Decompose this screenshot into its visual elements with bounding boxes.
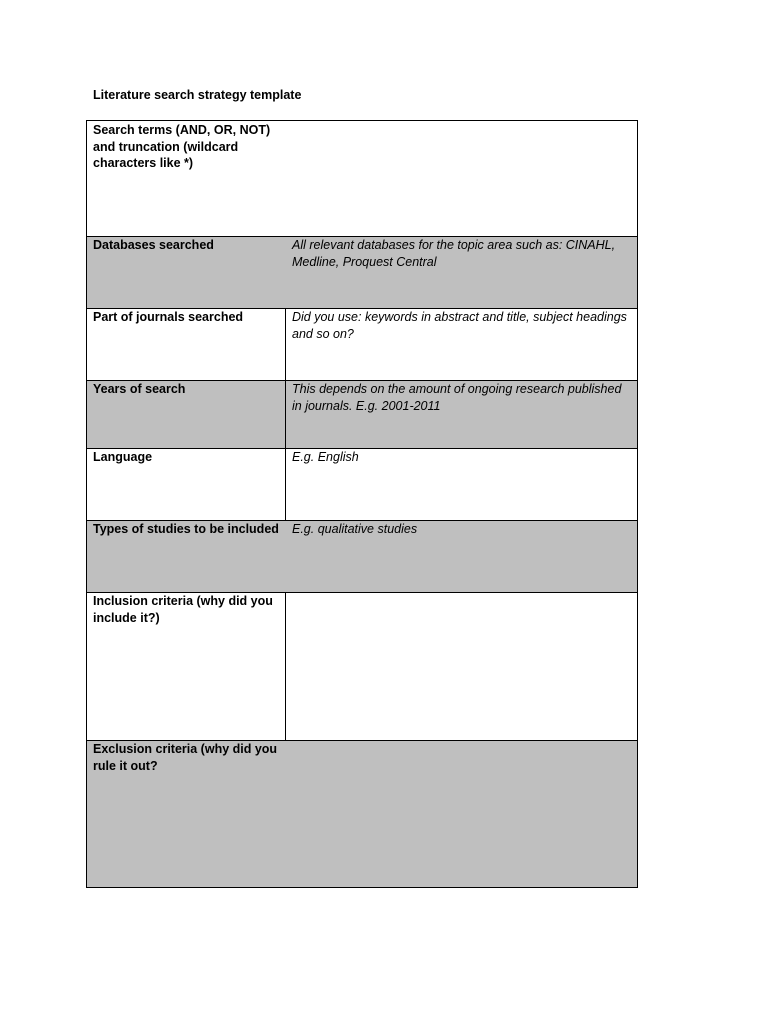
row-value-databases: All relevant databases for the topic area such as: CINAHL, Medline, Proquest Central bbox=[292, 238, 616, 269]
row-label-exclusion: Exclusion criteria (why did you rule it out? bbox=[93, 742, 278, 773]
column-divider bbox=[285, 309, 286, 380]
column-divider bbox=[285, 449, 286, 520]
row-value-journal-parts: Did you use: keywords in abstract and title, subject headings and so on? bbox=[292, 310, 627, 341]
column-divider bbox=[285, 381, 286, 448]
column-divider bbox=[285, 593, 286, 740]
table-row-databases bbox=[87, 236, 637, 308]
table-row-inclusion bbox=[87, 592, 637, 740]
row-label-databases: Databases searched bbox=[93, 238, 214, 252]
row-label-search-terms: Search terms (AND, OR, NOT) and truncation (wildcard characters like *) bbox=[93, 123, 271, 170]
row-label-inclusion: Inclusion criteria (why did you include it?) bbox=[93, 594, 273, 625]
row-label-years: Years of search bbox=[93, 382, 186, 396]
table-row-years bbox=[87, 380, 637, 448]
table-row-search-terms bbox=[87, 121, 637, 236]
search-strategy-table bbox=[86, 120, 638, 888]
table-row-language bbox=[87, 448, 637, 520]
table-row-exclusion bbox=[87, 740, 637, 887]
row-value-language: E.g. English bbox=[292, 450, 359, 464]
row-label-study-types: Types of studies to be included bbox=[93, 522, 279, 536]
row-value-years: This depends on the amount of ongoing research published in journals. E.g. 2001-2011 bbox=[292, 382, 622, 413]
table-row-study-types bbox=[87, 520, 637, 592]
row-label-journal-parts: Part of journals searched bbox=[93, 310, 244, 324]
document-title: Literature search strategy template bbox=[93, 88, 302, 102]
row-value-study-types: E.g. qualitative studies bbox=[292, 522, 418, 536]
table-row-journal-parts bbox=[87, 308, 637, 380]
row-label-language: Language bbox=[93, 450, 153, 464]
